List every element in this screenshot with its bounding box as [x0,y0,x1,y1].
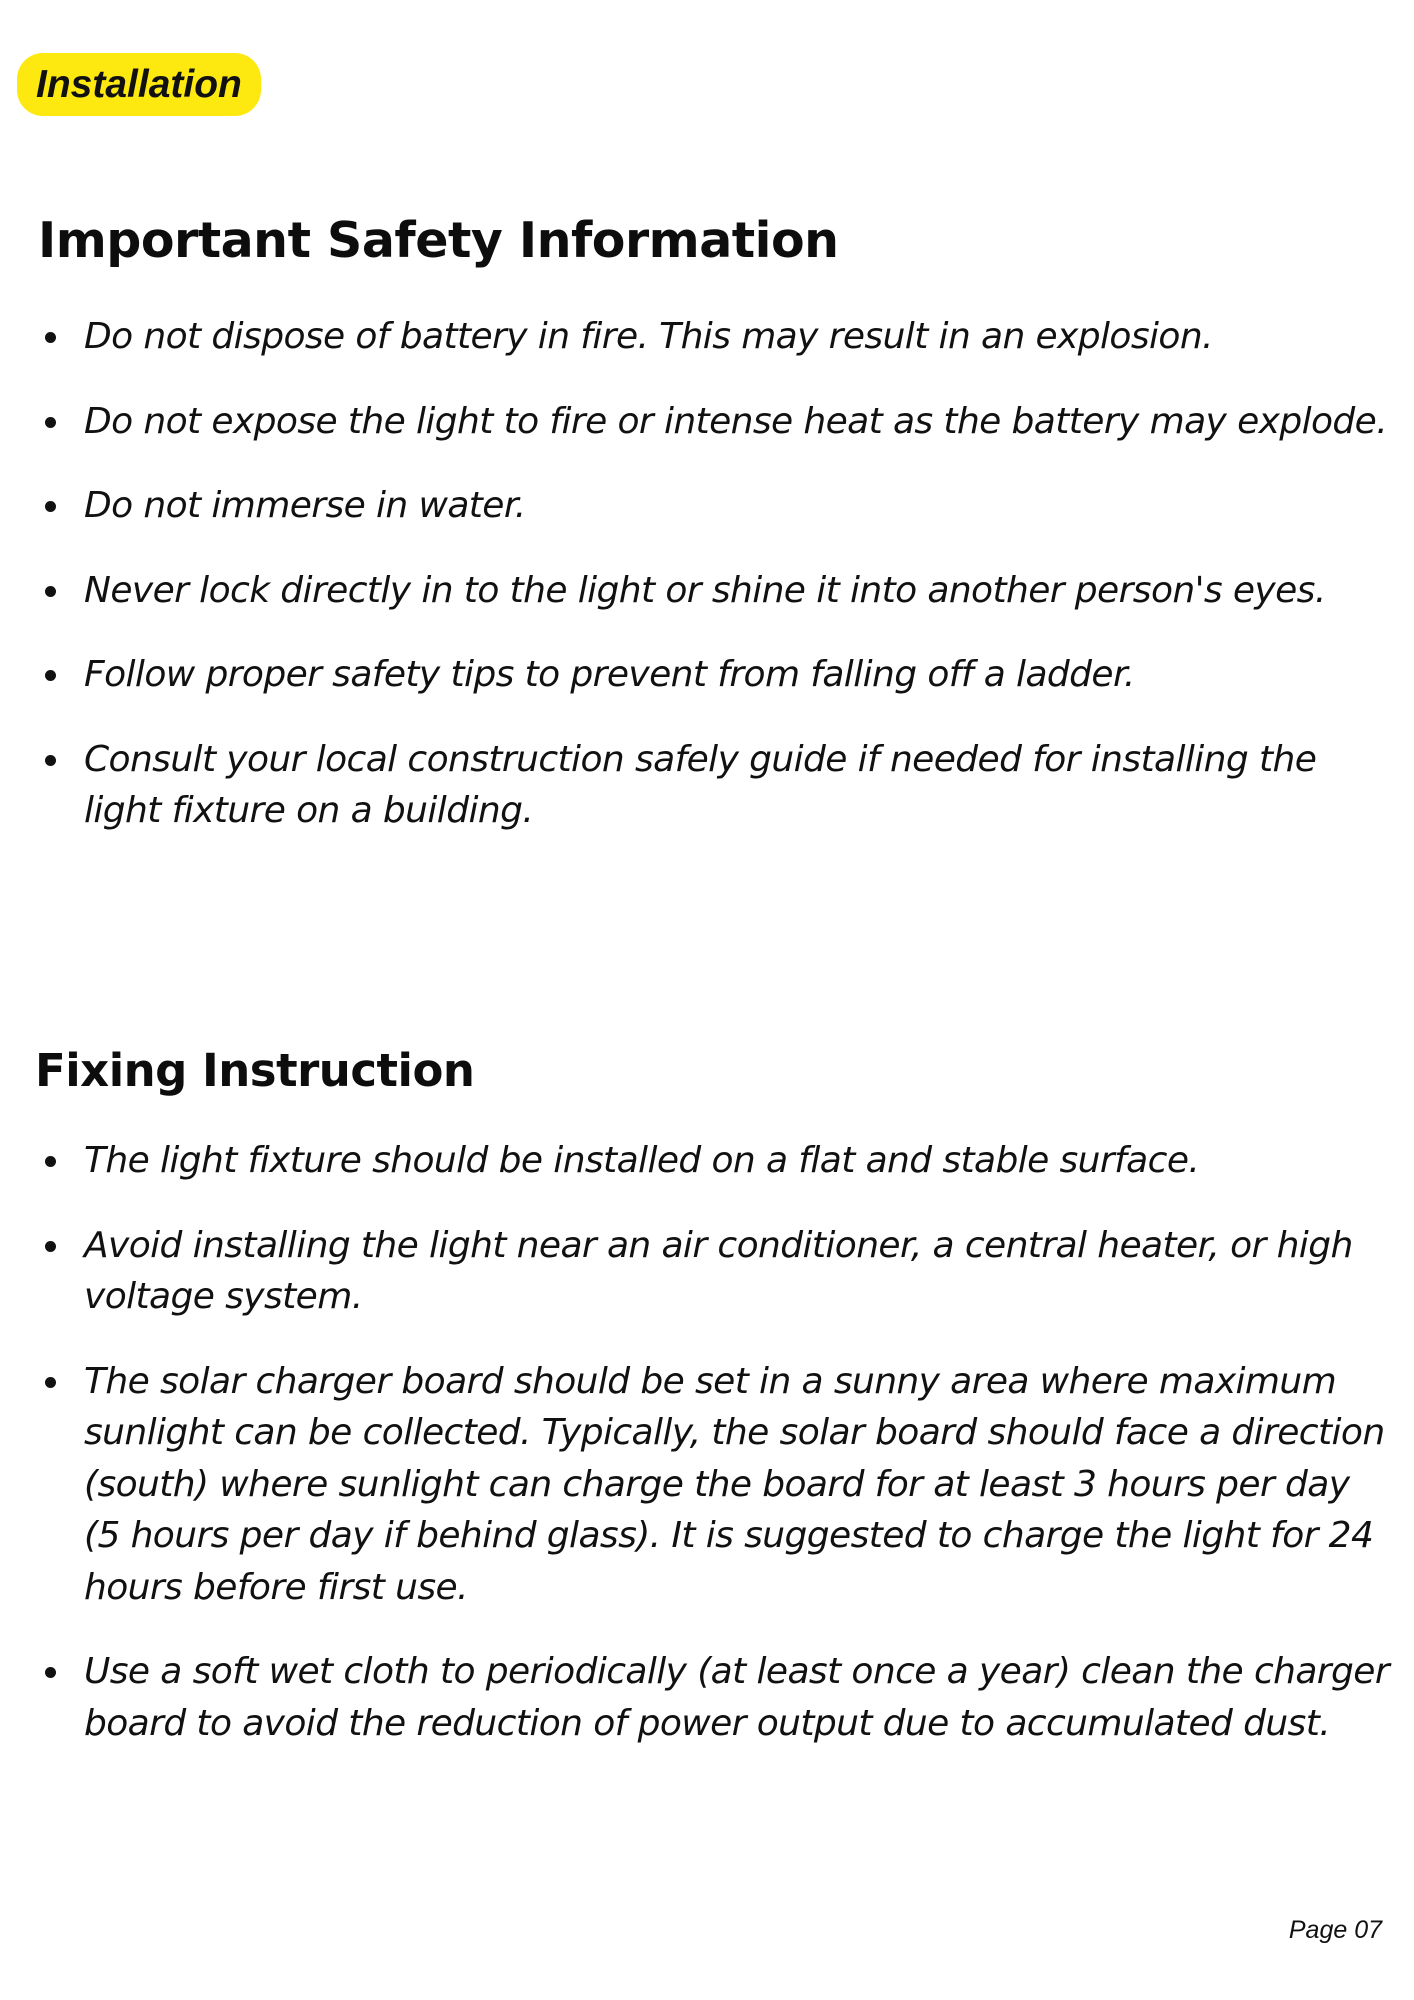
bullet-icon [45,1241,56,1252]
list-item-text: The solar charger board should be set in a sunny area where maximum sunlight can be collected. Typically, the solar board should face a direction (south) where sunlight can charge the board for at least 3 hours per day (5 hours per day if behind glass). It is suggested to charge the light for 24 hours before first use. [84,1360,1385,1608]
bullet-icon [45,586,56,597]
list-item-text: Consult your local construction safely guide if needed for installing the light fixture on a building. [84,738,1317,831]
list-item [0,396,1414,448]
list-item-text: Do not immerse in water. [84,485,526,526]
bullet-icon [45,417,56,428]
list-item-text: Never lock directly in to the light or shine it into another person's eyes. [84,569,1326,611]
bullet-icon [45,755,56,766]
safety-heading: Important Safety Information [38,212,839,269]
bullet-icon [45,501,56,512]
bullet-icon [45,1156,56,1167]
list-item [0,649,1414,701]
page-number: Page 07 [1288,1916,1382,1944]
bullet-icon [45,332,56,343]
list-item [0,1646,1414,1749]
list-item [0,734,1414,837]
list-item [0,1135,1414,1187]
bullet-icon [45,1667,56,1678]
list-item [0,565,1414,617]
list-item-text: Do not expose the light to fire or intense heat as the battery may explode. [84,400,1388,442]
list-item [0,1220,1414,1323]
bullet-icon [45,670,56,681]
fixing-heading: Fixing Instruction [35,1044,475,1097]
list-item-text: The light fixture should be installed on a flat and stable surface. [84,1140,1200,1181]
safety-list [0,311,1414,870]
list-item-text: Do not dispose of battery in fire. This may result in an explosion. [84,316,1213,357]
list-item-text: Follow proper safety tips to prevent from falling off a ladder. [84,654,1135,695]
list-item [0,311,1414,363]
list-item [0,480,1414,532]
list-item-text: Use a soft wet cloth to periodically (at least once a year) clean the charger board to avoid the reduction of power output due to accumulated dust. [84,1651,1390,1744]
list-item [0,1356,1414,1614]
fixing-list [0,1135,1414,1782]
bullet-icon [45,1377,56,1388]
section-badge: Installation [17,53,261,116]
list-item-text: Avoid installing the light near an air conditioner, a central heater, or high voltage system. [84,1224,1353,1317]
